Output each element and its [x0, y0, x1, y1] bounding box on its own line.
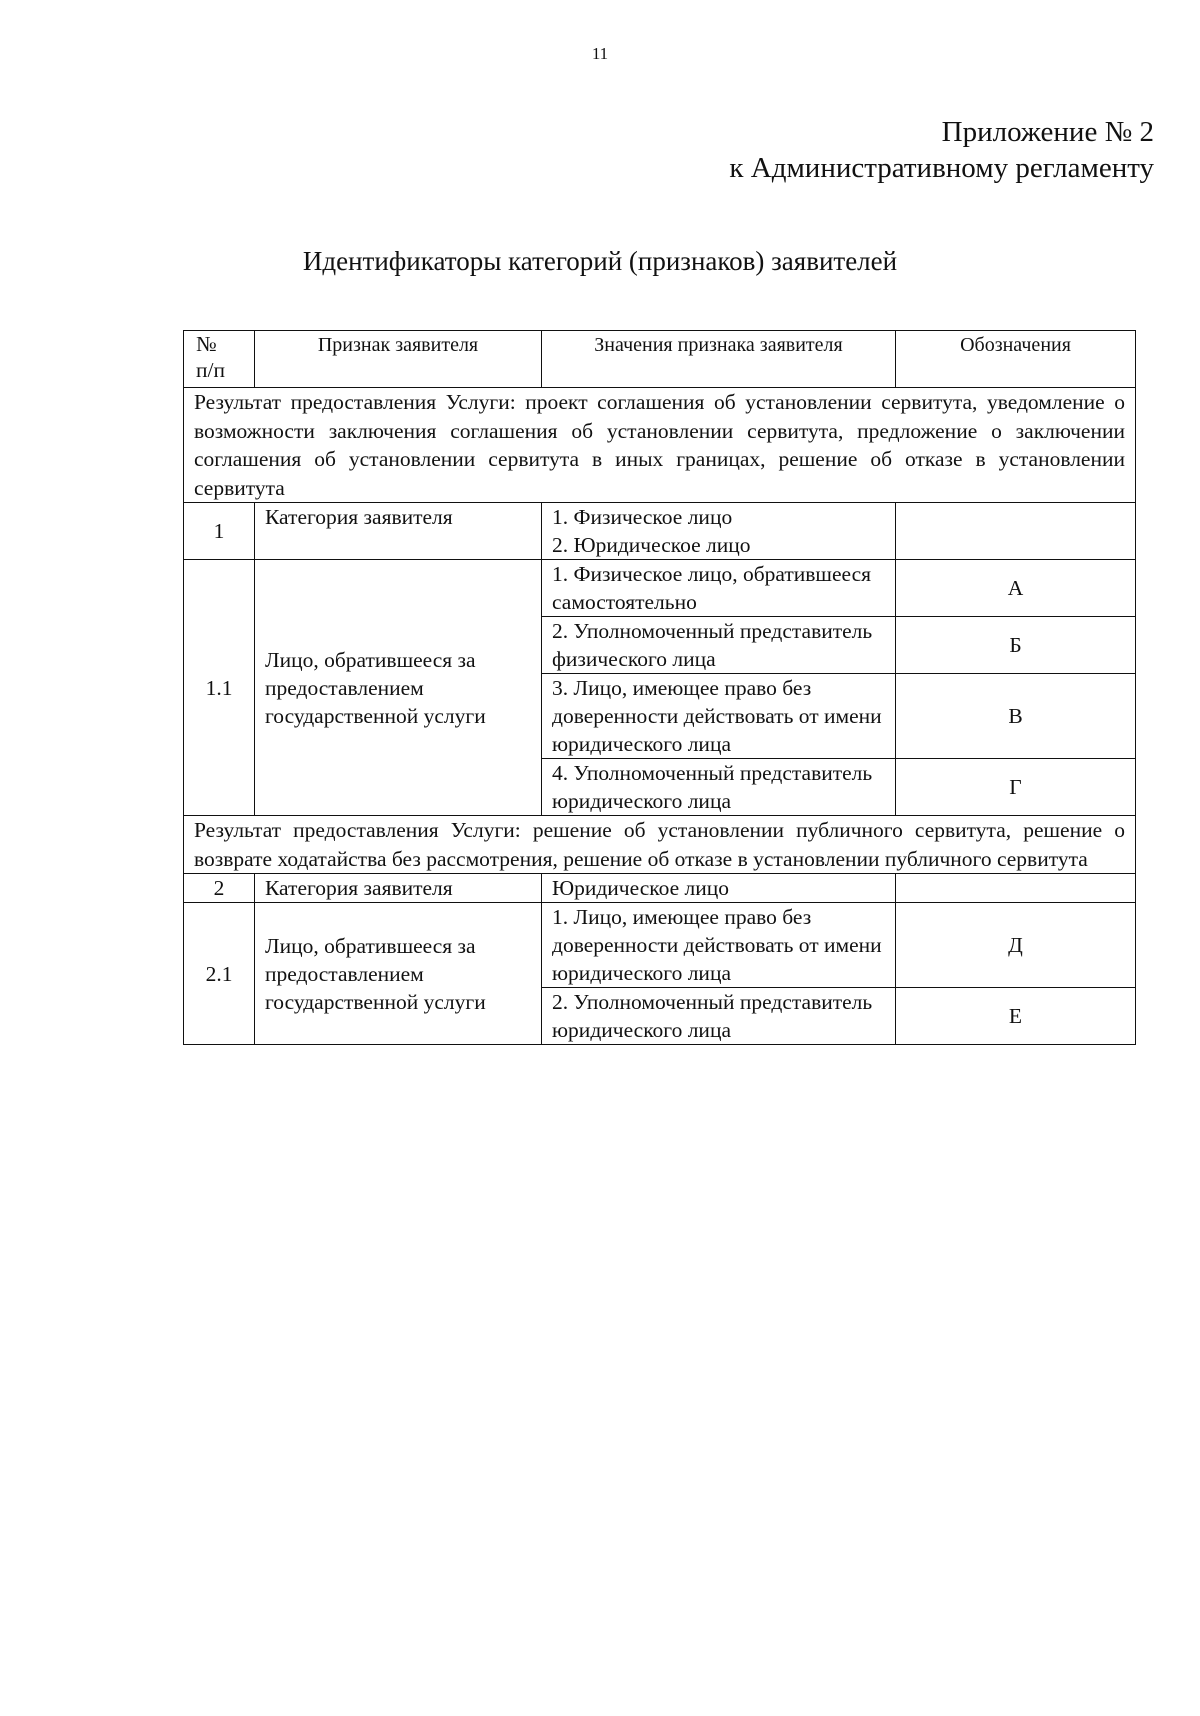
row-1-1-code-d: Г	[896, 759, 1136, 816]
row-2-1-value-e: 2. Уполномоченный представитель юридического лица	[542, 988, 896, 1045]
table-row	[184, 874, 1136, 903]
row-1-1-value-d: 4. Уполномоченный представитель юридического лица	[542, 759, 896, 816]
row-2-number: 2	[184, 874, 255, 903]
row-1-1-code-b: Б	[896, 617, 1136, 674]
row-1-number: 1	[184, 503, 255, 560]
row-1-attribute: Категория заявителя	[255, 503, 542, 560]
row-1-1-code-c: В	[896, 674, 1136, 759]
header-number	[184, 331, 255, 388]
row-2-1-code-d: Д	[896, 903, 1136, 988]
appendix-heading	[729, 114, 1154, 186]
header-codes: Обозначения	[896, 331, 1136, 388]
row-2-attribute: Категория заявителя	[255, 874, 542, 903]
section-1-text: Результат предоставления Услуги: проект соглашения об установлении сервитута, уведомление о возможности заключения соглашения об установлении сервитута, предложение о заключении соглашения об установлении сервитута в иных границах, решение об отказе в установлении сервитута	[184, 388, 1136, 503]
row-2-1-number: 2.1	[184, 903, 255, 1045]
header-number-line-1: №	[196, 332, 217, 356]
document-title: Идентификаторы категорий (признаков) заявителей	[302, 246, 898, 276]
table-header-row	[184, 331, 1136, 388]
table-row	[184, 503, 1136, 560]
row-1-1-value-b: 2. Уполномоченный представитель физического лица	[542, 617, 896, 674]
row-2-1-attribute: Лицо, обратившееся за предоставлением государственной услуги	[255, 903, 542, 1045]
header-attribute: Признак заявителя	[255, 331, 542, 388]
row-1-1-attribute: Лицо, обратившееся за предоставлением государственной услуги	[255, 560, 542, 816]
row-1-code	[896, 503, 1136, 560]
row-1-1-value-c: 3. Лицо, имеющее право без доверенности действовать от имени юридического лица	[542, 674, 896, 759]
appendix-line-2: к Административному регламенту	[729, 152, 1154, 184]
section-2-row	[184, 816, 1136, 874]
row-2-1-code-e: Е	[896, 988, 1136, 1045]
table-row	[184, 903, 1136, 988]
row-2-code	[896, 874, 1136, 903]
table-row	[184, 560, 1136, 617]
row-1-value-2: 2. Юридическое лицо	[552, 533, 751, 557]
row-1-1-number: 1.1	[184, 560, 255, 816]
section-2-text: Результат предоставления Услуги: решение об установлении публичного сервитута, решение о возврате ходатайства без рассмотрения, решение об отказе в установлении публичного сервитута	[184, 816, 1136, 874]
row-1-1-code-a: А	[896, 560, 1136, 617]
row-1-values	[542, 503, 896, 560]
applicant-categories-table	[183, 330, 1136, 1045]
page-number: 11	[591, 44, 609, 63]
section-1-row	[184, 388, 1136, 503]
row-1-1-value-a: 1. Физическое лицо, обратившееся самостоятельно	[542, 560, 896, 617]
header-number-line-2: п/п	[196, 358, 225, 382]
row-2-1-value-d: 1. Лицо, имеющее право без доверенности действовать от имени юридического лица	[542, 903, 896, 988]
row-2-value: Юридическое лицо	[542, 874, 896, 903]
appendix-line-1: Приложение № 2	[941, 116, 1154, 148]
row-1-value-1: 1. Физическое лицо	[552, 505, 733, 529]
header-values: Значения признака заявителя	[542, 331, 896, 388]
